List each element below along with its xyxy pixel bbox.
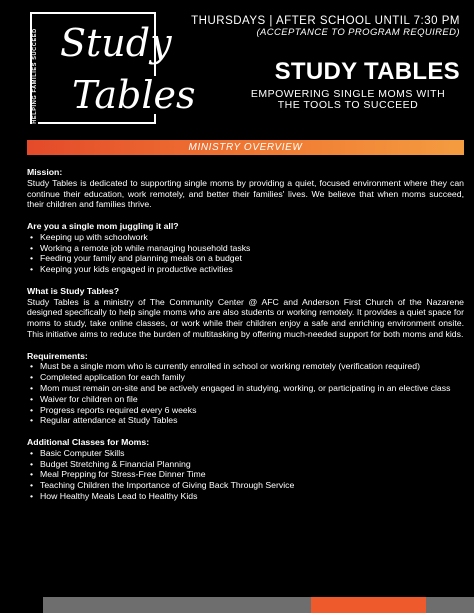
logo-word-study: Study <box>60 21 172 65</box>
logo-word-tables: Tables <box>72 73 196 117</box>
classes-list <box>27 448 464 502</box>
list-item: • Progress reports required every 6 weeks <box>27 405 464 416</box>
mission-heading: Mission: <box>27 167 63 177</box>
list-item: • How Healthy Meals Lead to Healthy Kids <box>27 491 464 502</box>
logo <box>30 12 196 129</box>
footer-bar-gray <box>43 597 311 613</box>
list-item: • Keeping your kids engaged in productive activities <box>27 264 464 275</box>
overview-content <box>27 167 464 502</box>
list-item: • Basic Computer Skills <box>27 448 464 459</box>
acceptance-note: (ACCEPTANCE TO PROGRAM REQUIRED) <box>256 27 460 38</box>
list-item: • Feeding your family and planning meals on a budget <box>27 253 464 264</box>
list-item: • Must be a single mom who is currently enrolled in school or working remotely (verification required) <box>27 361 464 372</box>
tagline: EMPOWERING SINGLE MOMS WITH THE TOOLS TO SUCCEED <box>250 88 446 111</box>
list-item: • Mom must remain on-site and be actively engaged in studying, working, or participating in an elective class <box>27 383 464 394</box>
footer-bar-gray-right <box>426 597 474 613</box>
what-text: Study Tables is a ministry of The Community Center @ AFC and Anderson First Church of the Nazarene designed specifically to help single moms who are also students or working remotely. It provides a quiet space for moms to study, take online classes, or work while their children enjoy a safe and enriching environment onsite. This initiative aims to reduce the burden of multitasking by offering much-needed support for both moms and kids. <box>27 296 464 339</box>
requirements-heading: Requirements: <box>27 350 88 361</box>
ministry-overview-banner: MINISTRY OVERVIEW <box>27 140 464 155</box>
list-item: • Keeping up with schoolwork <box>27 232 464 243</box>
list-item: • Working a remote job while managing household tasks <box>27 243 464 254</box>
what-heading: What is Study Tables? <box>27 285 120 296</box>
juggling-heading: Are you a single mom juggling it all? <box>27 220 179 231</box>
classes-heading: Additional Classes for Moms: <box>27 436 150 447</box>
requirements-list <box>27 361 464 426</box>
juggling-list <box>27 232 464 275</box>
mission-text: Study Tables is dedicated to supporting single moms by providing a quiet, focused environment where they can continue their education, work remotely, and better their families' lives. We believe that when moms succeed, their children and families thrive. <box>27 177 464 210</box>
logo-vertical-text: HELPING FAMILIES SUCCEED <box>32 28 38 124</box>
list-item: • Meal Prepping for Stress-Free Dinner Time <box>27 469 464 480</box>
list-item: • Budget Stretching & Financial Planning <box>27 459 464 470</box>
list-item: • Completed application for each family <box>27 372 464 383</box>
page-title: STUDY TABLES <box>274 58 460 85</box>
footer-bar-orange <box>311 597 426 613</box>
list-item: • Waiver for children on file <box>27 394 464 405</box>
schedule-text: THURSDAYS | AFTER SCHOOL UNTIL 7:30 PM <box>191 15 460 27</box>
list-item: • Regular attendance at Study Tables <box>27 415 464 426</box>
list-item: • Teaching Children the Importance of Giving Back Through Service <box>27 480 464 491</box>
